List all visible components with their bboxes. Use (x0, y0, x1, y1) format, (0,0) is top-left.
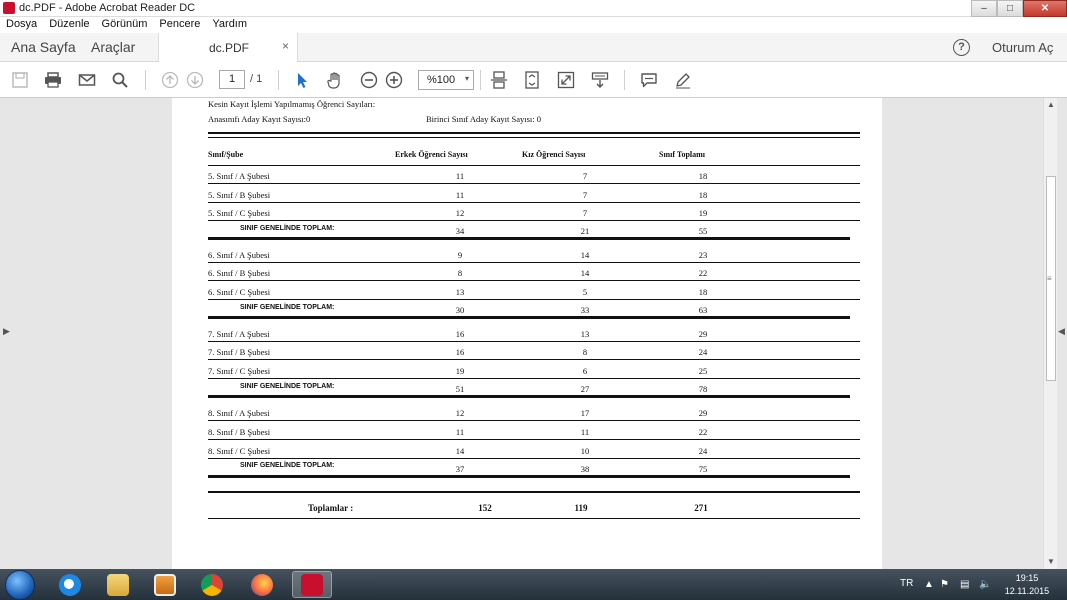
row-rule (208, 439, 860, 440)
female-count: 17 (580, 408, 590, 418)
clock-date: 12.11.2015 (1004, 586, 1050, 596)
male-count: 12 (455, 408, 465, 418)
female-count: 7 (582, 208, 588, 218)
male-count: 14 (455, 446, 465, 456)
menu-edit[interactable]: Düzenle (49, 18, 90, 30)
sign-pen-icon[interactable] (673, 70, 693, 90)
report-heading: Kesin Kayıt İşlemi Yapılmamış Öğrenci Sayıları: (208, 99, 376, 109)
table-row-label: 7. Sınıf / C Şubesi (208, 366, 271, 376)
female-count: 11 (580, 427, 590, 437)
class-total: 22 (698, 427, 708, 437)
class-total: 24 (698, 347, 708, 357)
scroll-down-icon[interactable]: ▼ (1047, 557, 1055, 566)
male-count: 13 (455, 287, 465, 297)
title-bar (0, 0, 1067, 17)
firefox-icon[interactable] (242, 571, 282, 598)
column-header-female: Kız Öğrenci Sayısı (522, 150, 586, 159)
female-count: 8 (582, 347, 588, 357)
table-top-rule (208, 132, 860, 134)
window-title: dc.PDF - Adobe Acrobat Reader DC (19, 2, 196, 14)
menu-bar (0, 17, 1067, 33)
volume-icon[interactable]: 🔈 (979, 579, 992, 590)
class-total: 29 (698, 329, 708, 339)
chrome-icon[interactable] (192, 571, 232, 598)
class-total: 22 (698, 268, 708, 278)
subtotal-label: SINIF GENELİNDE TOPLAM: (240, 462, 335, 469)
row-rule (208, 359, 860, 360)
row-rule (208, 341, 860, 342)
preschool-count: Anasınıfı Aday Kayıt Sayısı:0 (208, 114, 311, 124)
acrobat-reader-icon[interactable] (292, 571, 332, 598)
menu-file[interactable]: Dosya (6, 18, 38, 30)
group-rule (208, 475, 850, 478)
grand-total-rule (208, 491, 860, 493)
male-subtotal: 37 (455, 464, 465, 474)
table-row-label: 8. Sınıf / A Şubesi (208, 408, 270, 418)
female-subtotal: 27 (580, 384, 590, 394)
minimize-button[interactable]: – (971, 0, 997, 17)
zoom-value: %100 (427, 74, 456, 86)
subtotal-label: SINIF GENELİNDE TOPLAM: (240, 304, 335, 311)
table-row-label: 6. Sınıf / B Şubesi (208, 268, 271, 278)
page-number-input[interactable]: 1 (219, 70, 245, 89)
toolbar-separator (278, 70, 279, 90)
vertical-scrollbar[interactable] (1043, 98, 1057, 569)
male-subtotal: 34 (455, 226, 465, 236)
subtotal-label: SINIF GENELİNDE TOPLAM: (240, 383, 335, 390)
table-row-label: 6. Sınıf / A Şubesi (208, 250, 270, 260)
full-screen-icon[interactable] (556, 70, 576, 90)
grand-total-sum: 271 (694, 503, 708, 513)
male-count: 16 (455, 329, 465, 339)
grade-subtotal: 55 (698, 226, 708, 236)
menu-help[interactable]: Yardım (212, 18, 248, 30)
table-row-label: 5. Sınıf / A Şubesi (208, 171, 270, 181)
maximize-button[interactable]: □ (997, 0, 1023, 17)
class-total: 29 (698, 408, 708, 418)
male-count: 12 (455, 208, 465, 218)
row-rule (208, 183, 860, 184)
toolbar-separator (480, 70, 481, 90)
male-count: 8 (457, 268, 463, 278)
subtotal-label: SINIF GENELİNDE TOPLAM: (240, 225, 335, 232)
acrobat-app-icon (3, 2, 15, 14)
female-count: 13 (580, 329, 590, 339)
fit-page-icon[interactable] (522, 70, 542, 90)
print-icon[interactable] (43, 70, 63, 90)
male-count: 9 (457, 250, 463, 260)
row-rule (208, 280, 860, 281)
table-row-label: 8. Sınıf / C Şubesi (208, 446, 271, 456)
save-icon[interactable] (10, 70, 30, 90)
grade-subtotal: 63 (698, 305, 708, 315)
grand-total-female: 119 (574, 503, 588, 513)
female-count: 14 (580, 250, 590, 260)
search-icon[interactable] (110, 70, 130, 90)
group-rule (208, 316, 850, 319)
row-rule (208, 378, 860, 379)
column-header-male: Erkek Öğrenci Sayısı (395, 150, 468, 159)
class-total: 18 (698, 171, 708, 181)
row-rule (208, 262, 860, 263)
start-button[interactable] (5, 570, 35, 600)
toolbar (0, 62, 1067, 98)
row-rule (208, 202, 860, 203)
scroll-up-icon[interactable]: ▲ (1047, 100, 1055, 109)
help-icon[interactable]: ? (953, 39, 970, 56)
sign-in-link[interactable]: Oturum Aç (992, 40, 1054, 55)
table-row-label: 5. Sınıf / C Şubesi (208, 208, 271, 218)
clock-time: 19:15 (1015, 573, 1039, 583)
row-rule (208, 458, 860, 459)
scrolling-mode-icon[interactable] (489, 70, 509, 90)
male-count: 11 (455, 171, 465, 181)
female-count: 14 (580, 268, 590, 278)
class-total: 23 (698, 250, 708, 260)
zoom-in-icon[interactable] (384, 70, 404, 90)
select-cursor-icon[interactable] (292, 70, 312, 90)
window-controls (971, 0, 1067, 17)
zoom-out-icon[interactable] (359, 70, 379, 90)
language-indicator[interactable]: TR (900, 578, 914, 589)
next-page-icon[interactable] (185, 70, 205, 90)
male-count: 11 (455, 427, 465, 437)
close-tab-icon[interactable]: × (281, 39, 289, 53)
document-tab-label: dc.PDF (209, 41, 250, 55)
table-row-label: 7. Sınıf / A Şubesi (208, 329, 270, 339)
class-total: 24 (698, 446, 708, 456)
close-button[interactable]: ✕ (1023, 0, 1067, 17)
clock[interactable] (1003, 572, 1051, 598)
network-icon[interactable]: ▤ (960, 579, 970, 590)
group-rule (208, 395, 850, 398)
table-row-label: 5. Sınıf / B Şubesi (208, 190, 271, 200)
email-icon[interactable] (77, 70, 97, 90)
comment-icon[interactable] (639, 70, 659, 90)
previous-page-icon[interactable] (160, 70, 180, 90)
taskbar (0, 569, 1067, 600)
row-rule (208, 299, 860, 300)
file-explorer-icon[interactable] (98, 571, 138, 598)
female-count: 7 (582, 190, 588, 200)
page-total: / 1 (250, 73, 263, 85)
tab-home[interactable]: Ana Sayfa (11, 39, 76, 55)
menu-window[interactable]: Pencere (159, 18, 201, 30)
table-top-rule (208, 137, 860, 138)
male-subtotal: 30 (455, 305, 465, 315)
female-count: 10 (580, 446, 590, 456)
scroll-grip-icon: ≡ (1047, 274, 1052, 283)
class-total: 18 (698, 287, 708, 297)
toolbar-separator (145, 70, 146, 90)
column-header-class: Sınıf/Şube (208, 150, 244, 159)
tab-document[interactable] (158, 33, 298, 62)
grand-total-label: Toplamlar : (308, 503, 354, 513)
chevron-down-icon: ▾ (464, 74, 469, 83)
male-count: 19 (455, 366, 465, 376)
read-mode-icon[interactable] (590, 70, 610, 90)
male-subtotal: 51 (455, 384, 465, 394)
table-row-label: 6. Sınıf / C Şubesi (208, 287, 271, 297)
header-rule (208, 165, 860, 166)
tab-bar (0, 33, 1067, 62)
class-total: 25 (698, 366, 708, 376)
female-count: 6 (582, 366, 588, 376)
tray-expand-icon[interactable]: ▲ (924, 579, 934, 590)
toolbar-separator (624, 70, 625, 90)
column-header-total: Sınıf Toplamı (659, 150, 706, 159)
internet-explorer-icon[interactable] (50, 571, 90, 598)
pdf-page (172, 98, 882, 569)
male-count: 11 (455, 190, 465, 200)
class-total: 18 (698, 190, 708, 200)
male-count: 16 (455, 347, 465, 357)
table-row-label: 8. Sınıf / B Şubesi (208, 427, 271, 437)
row-rule (208, 420, 860, 421)
media-player-icon[interactable] (145, 571, 185, 598)
female-count: 7 (582, 171, 588, 181)
grade-subtotal: 75 (698, 464, 708, 474)
table-row-label: 7. Sınıf / B Şubesi (208, 347, 271, 357)
right-panel-toggle-icon[interactable]: ◀ (1058, 326, 1065, 336)
zoom-select[interactable] (418, 70, 474, 90)
tab-tools[interactable]: Araçlar (91, 39, 136, 55)
menu-view[interactable]: Görünüm (101, 18, 148, 30)
left-panel-toggle-icon[interactable]: ▶ (3, 326, 10, 336)
grand-total-rule (208, 518, 860, 519)
first-grade-count: Birinci Sınıf Aday Kayıt Sayısı: 0 (426, 114, 541, 124)
group-rule (208, 237, 850, 240)
grand-total-male: 152 (478, 503, 492, 513)
row-rule (208, 220, 860, 221)
female-subtotal: 38 (580, 464, 590, 474)
action-center-flag-icon[interactable]: ⚑ (940, 579, 949, 590)
female-subtotal: 21 (580, 226, 590, 236)
grade-subtotal: 78 (698, 384, 708, 394)
class-total: 19 (698, 208, 708, 218)
document-viewer[interactable] (0, 98, 1067, 569)
female-count: 5 (582, 287, 588, 297)
female-subtotal: 33 (580, 305, 590, 315)
hand-tool-icon[interactable] (325, 70, 345, 90)
